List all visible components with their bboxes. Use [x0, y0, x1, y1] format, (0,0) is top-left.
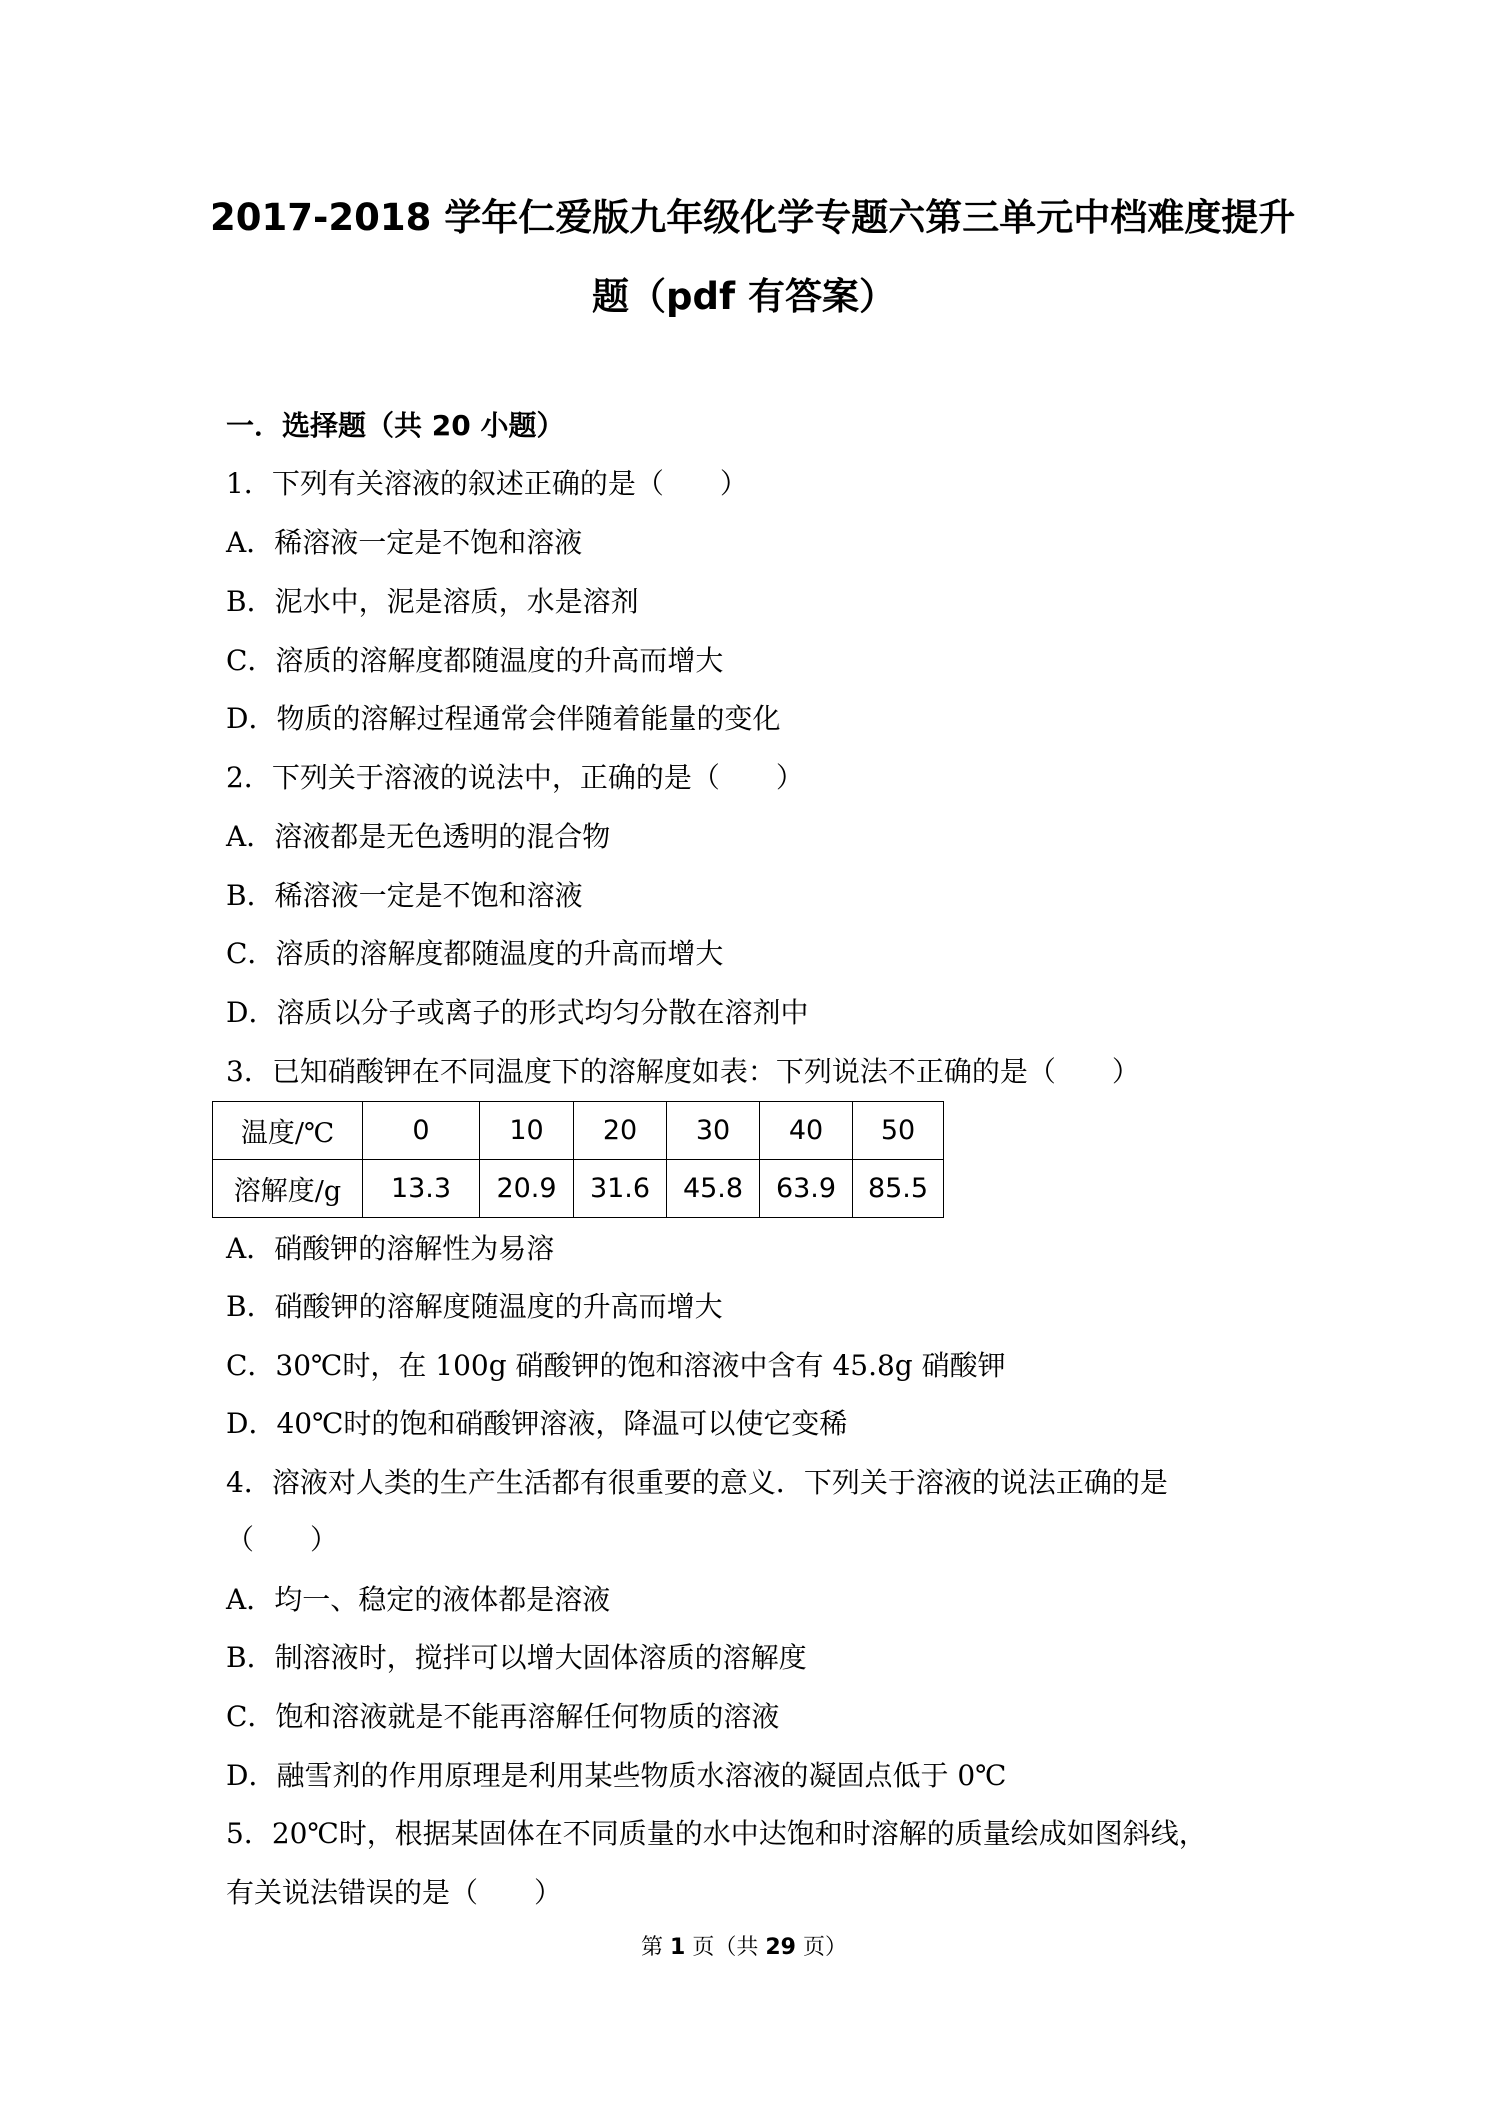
table-header-cell: 温度/℃ — [213, 1102, 363, 1160]
footer-suffix: 页） — [795, 1935, 847, 1960]
question-1-option-c: C．溶质的溶解度都随温度的升高而增大 — [226, 644, 724, 677]
question-2-option-c: C．溶质的溶解度都随温度的升高而增大 — [226, 937, 724, 970]
question-4-option-c: C．饱和溶液就是不能再溶解任何物质的溶液 — [226, 1700, 780, 1733]
document-title-line-1: 2017-2018 学年仁爱版九年级化学专题六第三单元中档难度提升 — [210, 196, 1296, 239]
question-3-option-b: B．硝酸钾的溶解度随温度的升高而增大 — [226, 1290, 723, 1323]
table-cell: 0 — [363, 1102, 480, 1160]
footer-page-number: 1 — [670, 1935, 686, 1960]
question-2-option-b: B．稀溶液一定是不饱和溶液 — [226, 879, 583, 912]
question-5-stem: 5．20℃时，根据某固体在不同质量的水中达饱和时溶解的质量绘成如图斜线， — [226, 1817, 1207, 1850]
question-3-option-a: A．硝酸钾的溶解性为易溶 — [226, 1232, 555, 1265]
question-4-stem: 4．溶液对人类的生产生活都有很重要的意义．下列关于溶液的说法正确的是 — [226, 1466, 1168, 1499]
table-cell: 85.5 — [853, 1160, 944, 1218]
question-3-stem: 3．已知硝酸钾在不同温度下的溶解度如表：下列说法不正确的是（ ） — [226, 1055, 1140, 1088]
page-footer — [0, 1933, 1488, 1963]
solubility-table — [212, 1101, 944, 1218]
question-2-option-d: D．溶质以分子或离子的形式均匀分散在溶剂中 — [226, 996, 809, 1029]
table-cell: 31.6 — [574, 1160, 667, 1218]
question-1-option-b: B．泥水中，泥是溶质，水是溶剂 — [226, 585, 639, 618]
table-cell: 20.9 — [480, 1160, 574, 1218]
footer-prefix: 第 — [641, 1935, 671, 1960]
table-cell: 13.3 — [363, 1160, 480, 1218]
question-1-stem: 1．下列有关溶液的叙述正确的是（ ） — [226, 467, 748, 500]
question-4-stem-continued: （ ） — [226, 1523, 339, 1556]
question-2-stem: 2．下列关于溶液的说法中，正确的是（ ） — [226, 761, 804, 794]
document-title-line-2: 题（pdf 有答案） — [592, 275, 896, 318]
footer-middle: 页（共 — [685, 1935, 766, 1960]
table-cell: 20 — [574, 1102, 667, 1160]
table-cell: 40 — [760, 1102, 853, 1160]
question-5-stem-continued: 有关说法错误的是（ ） — [226, 1876, 563, 1909]
section-heading: 一．选择题（共 20 小题） — [226, 409, 565, 442]
table-cell: 50 — [853, 1102, 944, 1160]
question-2-option-a: A．溶液都是无色透明的混合物 — [226, 820, 611, 853]
question-3-option-d: D．40℃时的饱和硝酸钾溶液，降温可以使它变稀 — [226, 1407, 848, 1440]
question-4-option-a: A．均一、稳定的液体都是溶液 — [226, 1583, 611, 1616]
table-cell: 45.8 — [667, 1160, 760, 1218]
question-4-option-b: B．制溶液时，搅拌可以增大固体溶质的溶解度 — [226, 1641, 807, 1674]
table-row — [213, 1102, 944, 1160]
footer-total-pages: 29 — [765, 1935, 796, 1960]
question-1-option-a: A．稀溶液一定是不饱和溶液 — [226, 526, 583, 559]
table-cell: 10 — [480, 1102, 574, 1160]
table-cell: 63.9 — [760, 1160, 853, 1218]
table-cell: 30 — [667, 1102, 760, 1160]
table-row — [213, 1160, 944, 1218]
question-1-option-d: D．物质的溶解过程通常会伴随着能量的变化 — [226, 702, 781, 735]
question-3-option-c: C．30℃时，在 100g 硝酸钾的饱和溶液中含有 45.8g 硝酸钾 — [226, 1349, 1006, 1382]
question-4-option-d: D．融雪剂的作用原理是利用某些物质水溶液的凝固点低于 0℃ — [226, 1759, 1007, 1792]
table-header-cell: 溶解度/g — [213, 1160, 363, 1218]
